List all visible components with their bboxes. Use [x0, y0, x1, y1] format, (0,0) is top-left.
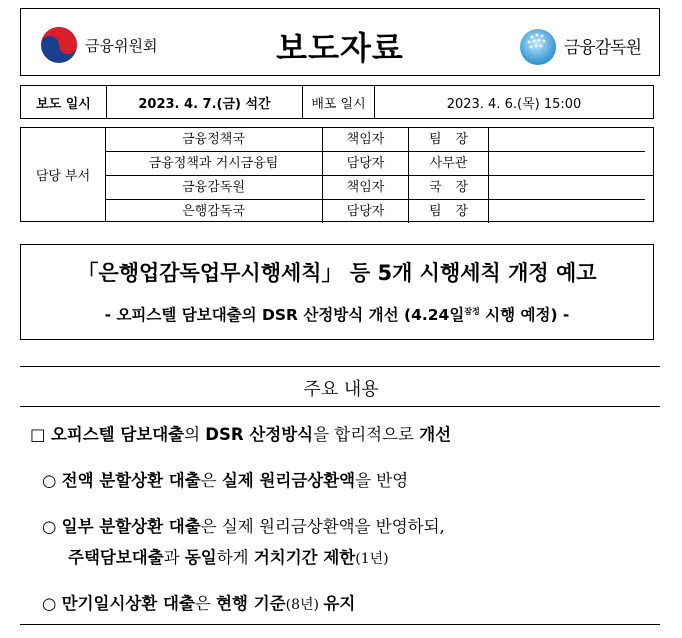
fss-name: 금융감독원	[563, 37, 641, 58]
contact-org: 은행감독국	[105, 200, 323, 223]
headline-sub: - 오피스텔 담보대출의 DSR 산정방식 개선 (4.24일$^{잠정}$ 시행 예정) -	[104, 306, 570, 324]
contact-role: 책임자	[323, 128, 409, 151]
dept-label: 담당 부서	[21, 128, 106, 221]
contact-role: 책임자	[323, 176, 409, 199]
contact-row	[105, 128, 653, 151]
contact-position: 팀장	[409, 200, 489, 223]
contact-table	[20, 127, 654, 222]
contact-position: 사무관	[409, 152, 489, 175]
summary-heading-rule	[20, 406, 660, 407]
contact-org: 금융감독원	[105, 176, 323, 199]
distribution-value: 2023. 4. 6.(목) 15:00	[446, 96, 582, 112]
summary-subitem-continued: 주택담보대출과 동일하게 거치기간 제한(1년)	[68, 548, 389, 567]
fss-globe-icon	[516, 23, 560, 67]
summary-subitem: ○ 전액 분할상환 대출은 실제 원리금상환액을 반영	[42, 471, 409, 490]
press-release-header	[20, 8, 660, 76]
fsc-name: 금융위원회	[85, 36, 158, 55]
contact-position: 팀장	[409, 128, 489, 151]
embargo-label: 보도 일시	[21, 86, 107, 118]
contact-org: 금융정책국	[105, 128, 323, 151]
distribution-label: 배포 일시	[303, 86, 375, 118]
fss-logo	[516, 23, 641, 67]
contact-role: 담당자	[323, 200, 409, 223]
contact-row	[105, 152, 653, 175]
summary-heading: 주요 내용	[303, 379, 379, 400]
contact-org: 금융정책과 거시금융팀	[105, 152, 323, 175]
contact-role: 담당자	[323, 152, 409, 175]
summary-bottom-rule	[20, 624, 660, 625]
page-title: 보도자료	[276, 29, 404, 67]
contact-row	[105, 176, 653, 199]
release-info-row	[20, 85, 654, 119]
summary-subitem: ○ 만기일시상환 대출은 현행 기준(8년) 유지	[42, 594, 356, 613]
summary-subitem: ○ 일부 분할상환 대출은 실제 원리금상환액을 반영하되,	[42, 517, 445, 536]
summary-item: □ 오피스텔 담보대출의 DSR 산정방식을 합리적으로 개선	[30, 425, 452, 444]
headline-main: 「은행업감독업무시행세칙」 등 5개 시행세칙 개정 예고	[77, 261, 597, 285]
contact-position: 국장	[409, 176, 489, 199]
contact-row	[105, 200, 653, 223]
embargo-value: 2023. 4. 7.(금) 석간	[107, 86, 303, 118]
summary-top-rule	[20, 366, 660, 367]
headline-box	[20, 244, 654, 340]
